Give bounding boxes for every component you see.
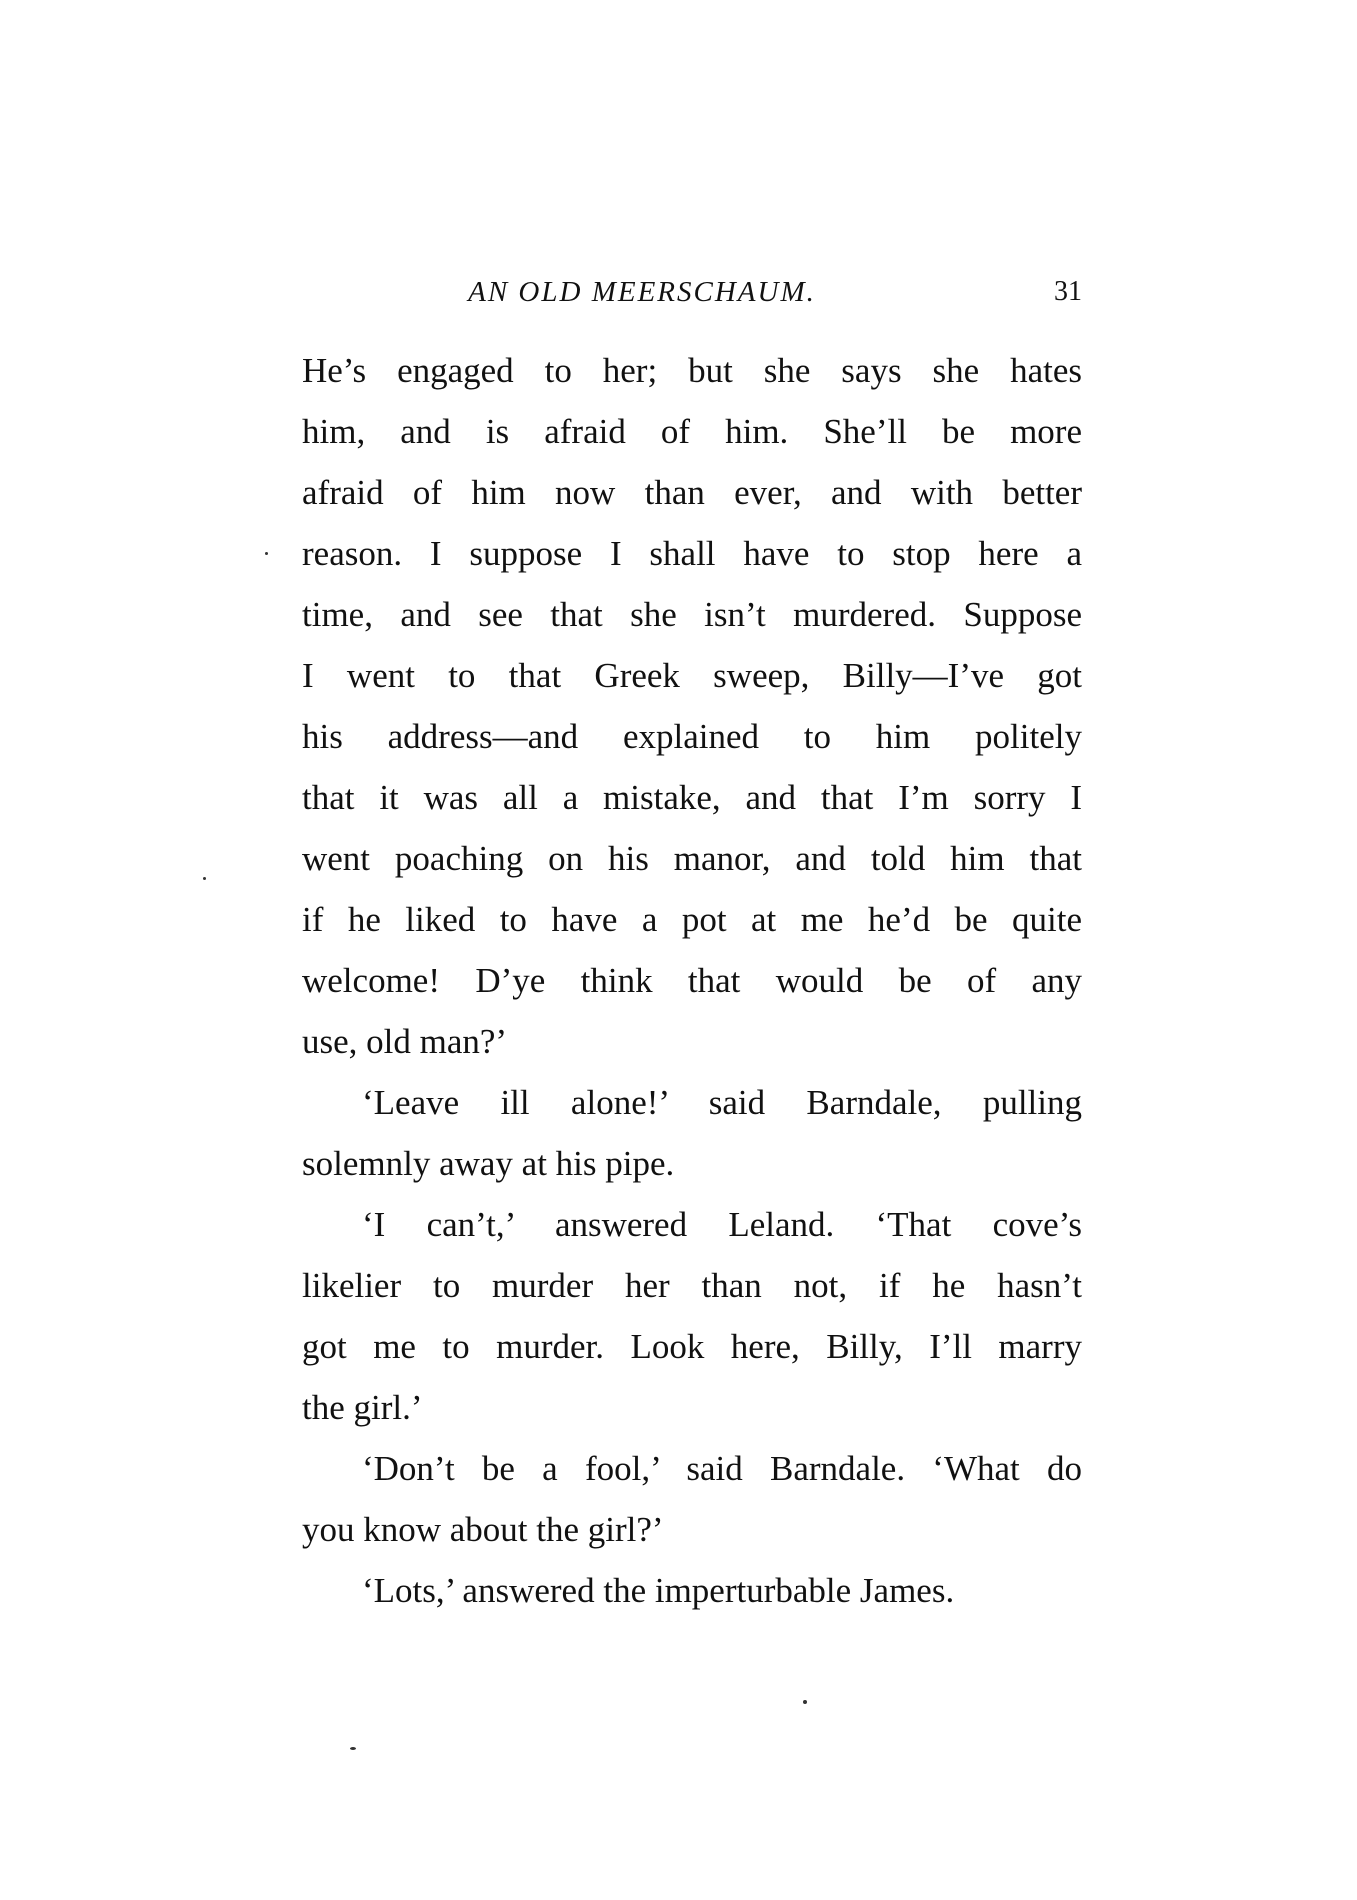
running-title: AN OLD MEERSCHAUM. (468, 276, 816, 308)
text-line: that it was all a mistake, and that I’m sorry I (302, 778, 1082, 817)
scan-speck (803, 1700, 807, 1704)
text-line: solemnly away at his pipe. (302, 1144, 675, 1183)
text-line: ‘Don’t be a fool,’ said Barndale. ‘What do (362, 1449, 1082, 1488)
text-line: likelier to murder her than not, if he hasn’t (302, 1266, 1082, 1305)
text-line: ‘Leave ill alone!’ said Barndale, pulling (362, 1083, 1082, 1122)
text-line: ‘I can’t,’ answered Leland. ‘That cove’s (362, 1205, 1082, 1244)
text-line: time, and see that she isn’t murdered. Suppose (302, 595, 1082, 634)
text-line: reason. I suppose I shall have to stop here a (302, 534, 1082, 573)
page-number: 31 (1054, 276, 1082, 307)
text-line: ‘Lots,’ answered the imperturbable James. (362, 1571, 955, 1610)
text-line: afraid of him now than ever, and with better (302, 473, 1082, 512)
text-line: went poaching on his manor, and told him that (302, 839, 1082, 878)
scan-speck (203, 877, 206, 880)
text-line: He’s engaged to her; but she says she hates (302, 351, 1082, 390)
text-line: welcome! D’ye think that would be of any (302, 961, 1082, 1000)
text-line: his address—and explained to him politely (302, 717, 1082, 756)
text-line: him, and is afraid of him. She’ll be more (302, 412, 1082, 451)
text-line: use, old man?’ (302, 1022, 508, 1061)
text-line: if he liked to have a pot at me he’d be quite (302, 900, 1082, 939)
text-line: got me to murder. Look here, Billy, I’ll marry (302, 1327, 1082, 1366)
body-text (302, 340, 1082, 1621)
running-head (302, 270, 1082, 314)
text-line: you know about the girl?’ (302, 1510, 664, 1549)
scan-speck (265, 552, 268, 555)
text-line: the girl.’ (302, 1388, 423, 1427)
scan-speck (350, 1747, 356, 1750)
text-line: I went to that Greek sweep, Billy—I’ve got (302, 656, 1082, 695)
